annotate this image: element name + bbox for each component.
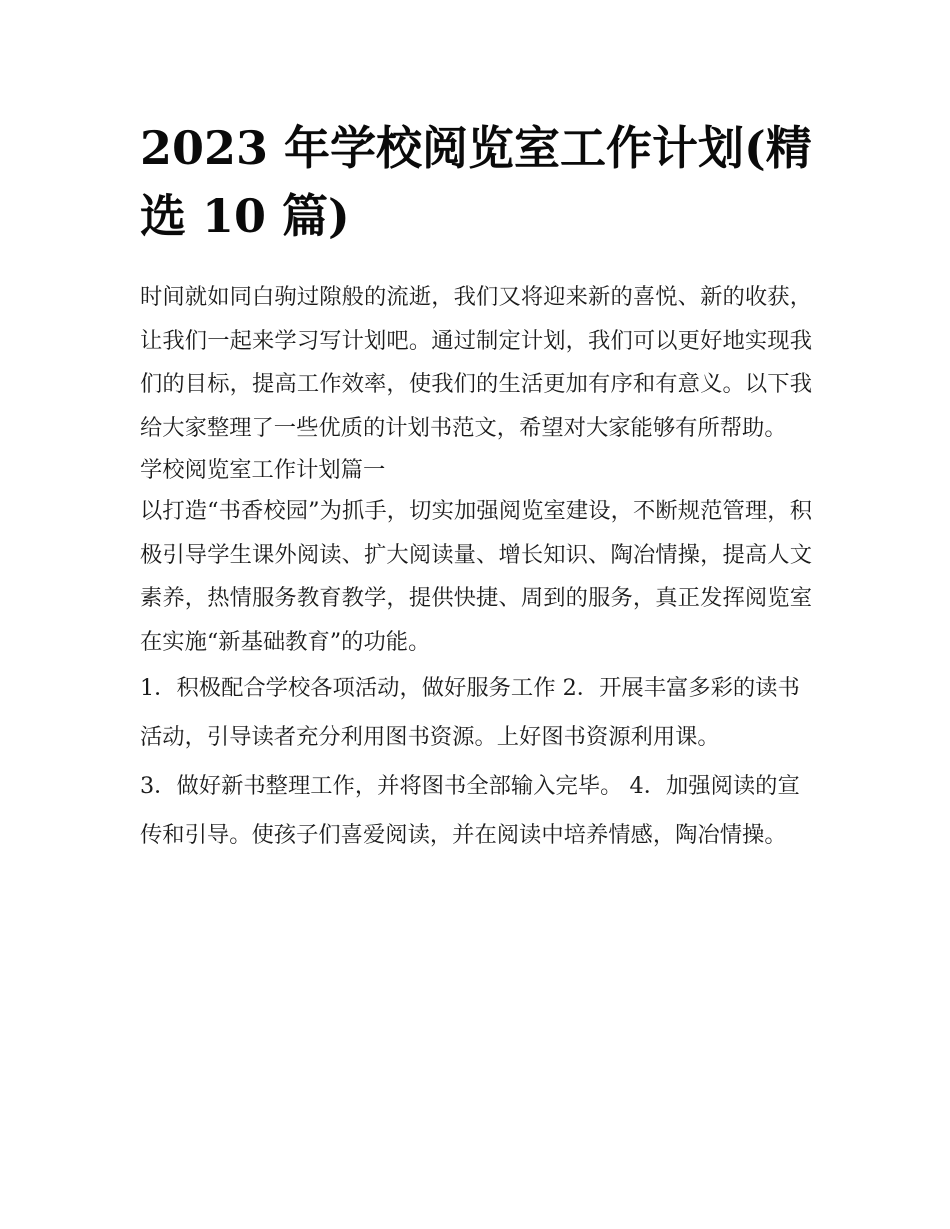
list-item: 1．积极配合学校各项活动，做好服务工作 2．开展丰富多彩的读书活动，引导读者充分利用图书资源。上好图书资源利用课。 <box>140 675 800 750</box>
list-item: 3．做好新书整理工作，并将图书全部输入完毕。 4．加强阅读的宣传和引导。使孩子们喜爱阅读，并在阅读中培养情感，陶冶情操。 <box>140 773 800 848</box>
document-title: 2023 年学校阅览室工作计划(精选 10 篇) <box>140 121 812 243</box>
intro-paragraph: 时间就如同白驹过隙般的流逝，我们又将迎来新的喜悦、新的收获，让我们一起来学习写计划吧。通过制定计划，我们可以更好地实现我们的目标，提高工作效率，使我们的生活更加有序和有意义。以下我给大家整理了一些优质的计划书范文，希望对大家能够有所帮助。 <box>140 284 812 441</box>
document-body <box>140 114 812 860</box>
section-heading: 学校阅览室工作计划篇一 <box>140 457 386 483</box>
section-paragraph: 以打造“书香校园”为抓手，切实加强阅览室建设，不断规范管理，积极引导学生课外阅读、扩大阅读量、增长知识、陶冶情操，提高人文素养，热情服务教育教学，提供快捷、周到的服务，真正发挥阅览室在实施“新基础教育”的功能。 <box>140 498 812 655</box>
